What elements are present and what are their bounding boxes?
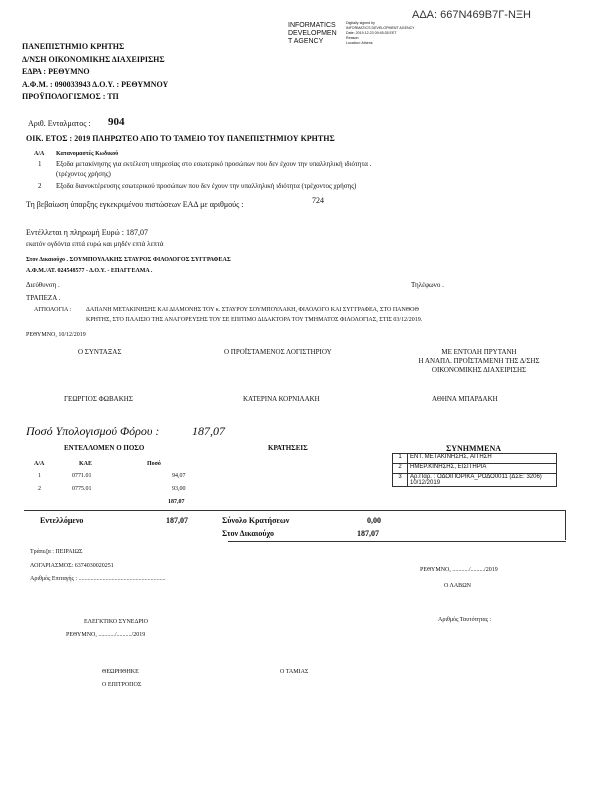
amount-row-aa: 1 [38,473,41,479]
role-line: ΟΙΚΟΝΟΜΙΚΗΣ ΔΙΑΧΕΙΡΙΣΗΣ [431,366,527,374]
agency-line: DEVELOPMEN [288,30,337,37]
header-line: ΕΔΡΑ : ΡΕΘΥΜΝΟ [22,67,90,76]
attachments-table [392,453,557,487]
header-line: Α.Φ.Μ. : 090033943 Δ.Ο.Υ. : ΡΕΘΥΜΝΟΥ [22,79,169,89]
agency-line: T AGENCY [288,38,324,45]
footer-commissioner: Ο ΕΠΙΤΡΟΠΟΣ [102,682,142,688]
footer-place-date: ΡΕΘΥΜΝΟ, .........../........./2019 [420,567,498,573]
footer-check: Αριθμός Επιταγής : .......................................................... [30,576,166,582]
header-line: Δ/ΝΣΗ ΟΙΚΟΝΟΜΙΚΗΣ ΔΙΑΧΕΙΡΙΣΗΣ [22,54,165,64]
digital-signature-stamp [346,21,415,46]
item1-sub: (τρέχοντος χρήσης) [56,170,111,178]
order-title: ΟΙΚ. ΕΤΟΣ : 2019 ΠΛΗΡΩΤΕΟ ΑΠΟ ΤΟ ΤΑΜΕΙΟ ΤΟΥ ΠΑΝΕΠΙΣΤΗΜΙΟΥ ΚΡΗΤΗΣ [26,134,335,143]
attachment-number: 3 [393,474,408,487]
footer-bank: Τράπεζα : ΠΕΙΡΑΙΩΣ [30,549,83,555]
dikaiouxo-value: 187,07 [357,529,379,538]
footer-account: ΛΟΓΑΡΙΑΣΜΟΣ: 6374030020251 [30,563,114,569]
role-line: ΜΕ ΕΝΤΟΛΗ ΠΡΥΤΑΝΗ [441,348,517,356]
ada-code: ΑΔΑ: 667Ν469Β7Γ-ΝΞΗ [412,9,531,21]
reason-line2: ΚΡΗΤΗΣ, ΣΤΟ ΠΛΑΙΣΙΟ ΤΗΣ ΑΝΑΓΟΡΕΥΣΗΣ ΤΟΥ ΣΕ ΕΠΙΤΙΜΟ ΔΙΔΑΚΤΟΡΑ ΤΟΥ ΤΜΗΜΑΤΟΣ ΦΙΛΟΛΟΓΙΑΣ, ΣΤΙΣ 03/12/2019. [86,317,423,323]
footer-approved: ΘΕΩΡΗΘΗΚΕ [102,669,139,675]
signer-accounting-head: ΚΑΤΕΡΙΝΑ ΚΟΡΝΙΛΑΚΗ [243,395,320,403]
footer-cashier: Ο ΤΑΜΙΑΣ [280,669,309,675]
signer-finance-head: ΑΘΗΝΑ ΜΠΑΡΔΑΚΗ [432,395,498,403]
dikaiouxo-label: Στον Δικαιούχο [222,529,274,538]
attachment-row [393,464,557,474]
reason-label: ΑΙΤΙΟΛΟΓΙΑ : [34,307,72,313]
attachment-text: Αρ.Παρ. : ΟΔΟΙΠΟΡΙΚΑ_ΡΟΔΟ0011 (ΔΣΕ: 3206) 10/12/2019 [408,474,557,487]
attachment-number: 2 [393,464,408,474]
kratiseis-header: ΚΡΑΤΗΣΕΙΣ [268,444,308,452]
amounts-col-kae: ΚΑΕ [79,461,93,467]
stamp-line: Digitally signed by [346,21,375,25]
amount-row-poso: 93,00 [172,486,186,492]
beneficiary-afm: Α.Φ.Μ./ΑΤ. 024548577 - Δ.Ο.Υ. - ΕΠΑΓΓΕΛΜΑ . [26,268,153,274]
amounts-col-aa: Α/Α [34,461,45,467]
verify-text: Τη βεβαίωση ύπαρξης εγκεκριμένου πιστώσεων ΕΑΔ με αριθμούς : [26,200,244,209]
role-accounting-head: Ο ΠΡΟΪΣΤΑΜΕΝΟΣ ΛΟΓΙΣΤΗΡΙΟΥ [224,348,332,356]
header-line: ΠΡΟΫΠΟΛΟΓΙΣΜΟΣ : ΤΠ [22,92,119,101]
tax-value: 187,07 [192,424,225,438]
items-col-aa: Α/Α [34,151,45,157]
totals-bottom-rule [228,541,566,542]
stamp-line: INFORMATICS DEVELOPMENT AGENCY [346,26,415,30]
amount-row-kae: 0771.01 [72,473,92,479]
attachment-row [393,454,557,464]
attachment-text: ΗΜΕΡ.ΚΙΝΗΣΗΣ, ΕΙΣΙΤΗΡΙΑ [408,464,557,474]
item2-number: 2 [38,182,42,190]
footer-receiver: Ο ΛΑΒΩΝ [444,583,471,589]
signer-compiler: ΓΕΩΡΓΙΟΣ ΦΩΒΑΚΗΣ [64,395,133,403]
totals-top-rule [24,510,566,511]
header-line: ΠΑΝΕΠΙΣΤΗΜΙΟ ΚΡΗΤΗΣ [22,42,125,51]
attachment-number: 1 [393,454,408,464]
item1-number: 1 [38,160,42,168]
beneficiary-phone: Τηλέφωνο . [411,281,444,289]
amount-row-poso: 94,07 [172,473,186,479]
synolo-label: Σύνολο Κρατήσεων [222,516,290,525]
agency-name [288,22,337,46]
footer-id-number: Αριθμός Ταυτότητας : [438,617,492,623]
items-col-code: Κατανομαστές Κωδικού [56,151,119,157]
beneficiary-bank: ΤΡΑΠΕΖΑ . [26,294,61,302]
tax-label: Ποσό Υπολογισμού Φόρου : [26,424,160,438]
attachment-row [393,474,557,487]
reason-line1: ΔΑΠΑΝΗ ΜΕΤΑΚΙΝΗΣΗΣ ΚΑΙ ΔΙΑΜΟΝΗΣ ΤΟΥ κ. ΣΤΑΥΡΟΥ ΣΟΥΜΠΟΥΛΑΚΗ, ΦΙΛΟΛΟΓΟ ΚΑΙ ΣΥΓΓΡΑΦΕΑ, ΣΤΟ ΠΑΝΘΟΘ [86,307,419,313]
order-number: 904 [108,116,125,128]
agency-line: INFORMATICS [288,22,336,29]
amounts-total: 187,07 [168,499,185,505]
amounts-header: ΕΝΤΕΛΛΟΜΕΝ Ο ΠΟΣΟ [64,444,145,452]
footer-audit-date: ΡΕΘΥΜΝΟ, .........../........../2019 [66,632,146,638]
stamp-line: Reason: [346,36,360,40]
verify-number: 724 [312,196,324,205]
totals-right-rule [565,510,566,540]
item2-text: Εξοδα διανυκτέρευσης εσωτερικού προσώπων που δεν έχουν την υπαλληλική ιδιότητα (τρέχοντος χρήσης) [56,182,357,190]
attachment-text: ΕΝΤ. ΜΕΤΑΚΙΝΗΣΗΣ, ΑΙΤΗΣΗ [408,454,557,464]
place-date: ΡΕΘΥΜΝΟ, 10/12/2019 [26,332,86,338]
payment-amount: Εντέλλεται η πληρωμή Ευρώ : 187,07 [26,228,149,237]
stamp-line: Location: Athens [346,41,373,45]
stamp-line: Date: 2019.12.23 09:45:35 EET [346,31,397,35]
synolo-value: 0,00 [367,516,381,525]
footer-audit: ΕΛΕΓΚΤΙΚΟ ΣΥΝΕΔΡΙΟ [84,619,148,625]
entellomeno-label: Εντελλόμενο [40,516,84,525]
role-finance-head [399,348,559,375]
role-compiler: Ο ΣΥΝΤΑΞΑΣ [78,348,122,356]
issuer-header [22,41,168,104]
role-line: Η ΑΝΑΠΛ. ΠΡΟΪΣΤΑΜΕΝΗ ΤΗΣ Δ/ΣΗΣ [418,357,540,365]
attachments-header: ΣΥΝΗΜΜΕΝΑ [446,444,501,453]
payment-words: εκατόν ογδόντα επτά ευρώ και μηδέν επτά λεπτά [26,240,164,248]
amount-row-kae: 0775.01 [72,486,92,492]
beneficiary-address: Διεύθυνση . [26,281,60,289]
item1-text: Εξοδα μετακίνησης για εκτέλεση υπηρεσίας στο εσωτερικό προσώπων που δεν έχουν την υπαλληλική ιδιότητα . [56,160,372,168]
entellomeno-value: 187,07 [166,516,188,525]
amount-row-aa: 2 [38,486,41,492]
amounts-col-poso: Ποσό [147,461,161,467]
beneficiary: Στον Δικαιούχο . ΣΟΥΜΠΟΥΛΑΚΗΣ ΣΤΑΥΡΟΣ ΦΙΛΟΛΟΓΟΣ ΣΥΓΓΡΑΦΕΑΣ [26,257,231,263]
order-number-label: Αριθ. Ενταλματος : [28,119,91,128]
